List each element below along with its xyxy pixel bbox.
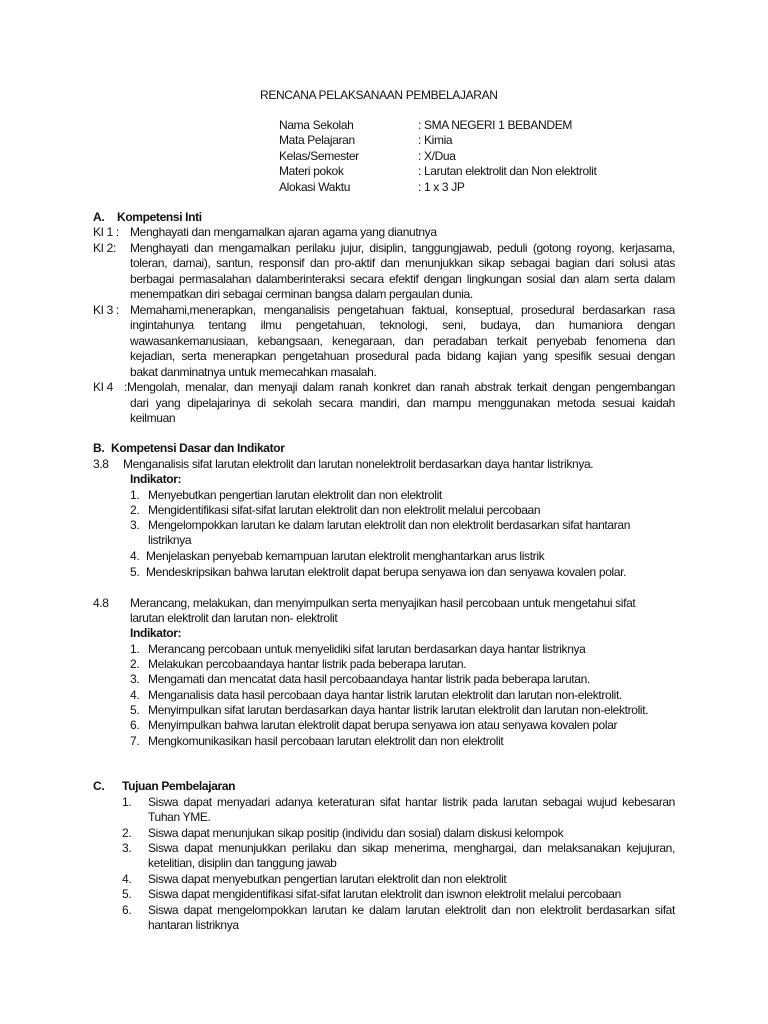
list-item-number: 2. <box>122 826 132 840</box>
list-item: Mengelompokkan larutan ke dalam larutan elektrolit dan non elektrolit berdasarkan sifat hantaran <box>148 518 631 532</box>
indikator-label: Indikator: <box>130 472 182 486</box>
identity-value: : X/Dua <box>418 149 456 163</box>
list-item: Mengamati dan mencatat data hasil percobaandaya hantar listrik pada beberapa larutan. <box>148 672 590 686</box>
identity-value: : Larutan elektrolit dan Non elektrolit <box>418 164 597 178</box>
ki-3-label: KI 3 : <box>93 303 119 317</box>
kd-3-8-text: Menganalisis sifat larutan elektrolit dan larutan nonelektrolit berdasarkan daya hantar listriknya. <box>123 457 594 471</box>
list-item: Melakukan percobaandaya hantar listrik pada beberapa larutan. <box>148 657 467 671</box>
list-item: Mengidentifikasi sifat-sifat larutan elektrolit dan non elektrolit melalui percobaan <box>148 503 541 517</box>
identity-label: Mata Pelajaran <box>279 133 355 147</box>
list-item-number: 2. <box>130 657 140 671</box>
ki-3-line: kejadian, serta menerapkan pengetahuan prosedural pada bidang kajian yang spesifik sesuai dengan <box>130 349 675 363</box>
list-item: Menjelaskan penyebab kemampuan larutan elektrolit menghantarkan arus listrik <box>146 549 545 563</box>
ki-3-line: bakat danminatnya untuk memecahkan masalah. <box>130 365 377 379</box>
kd-3-8-number: 3.8 <box>93 457 109 471</box>
list-item: Menganalisis data hasil percobaan daya hantar listrik larutan elektrolit dan larutan non-elektrolit. <box>148 688 622 702</box>
ki-2-line: Menghayati dan mengamalkan perilaku jujur, disiplin, tanggungjawab, peduli (gotong royong, kerjasama, <box>130 241 675 255</box>
kd-4-8-line: Merancang, melakukan, dan menyimpulkan serta menyajikan hasil percobaan untuk mengetahui sifat <box>130 596 636 610</box>
ki-2-line: menempatkan diri sebagai cerminan bangsa dalam pergaulan dunia. <box>130 287 473 301</box>
list-item: Merancang percobaan untuk menyelidiki sifat larutan berdasarkan daya hantar listriknya <box>148 642 586 656</box>
list-item: Mengkomunikasikan hasil percobaan larutan elektrolit dan non elektrolit <box>148 734 504 748</box>
list-item-number: 1. <box>130 642 140 656</box>
list-item-number: 3. <box>122 841 132 855</box>
list-item-continuation: Tuhan YME. <box>148 810 211 824</box>
list-item-number: 4. <box>122 872 132 886</box>
list-item-number: 5. <box>130 703 140 717</box>
identity-label: Nama Sekolah <box>279 118 354 132</box>
ki-2-label: KI 2: <box>93 241 116 255</box>
ki-4-line: :Mengolah, menalar, dan menyaji dalam ranah konkret dan ranah abstrak terkait dengan pengembangan <box>124 380 675 394</box>
list-item: Menyimpulkan sifat larutan berdasarkan daya hantar listrik larutan elektrolit dan larutan non-elektrolit. <box>148 703 649 717</box>
ki-1-text: Menghayati dan mengamalkan ajaran agama yang dianutnya <box>130 225 437 239</box>
identity-value: : Kimia <box>418 133 453 147</box>
list-item: Siswa dapat menunjukan sikap positip (individu dan sosial) dalam diskusi kelompok <box>148 826 564 840</box>
identity-label: Kelas/Semester <box>279 149 359 163</box>
section-a-heading: Kompetensi Inti <box>117 210 202 224</box>
list-item: Siswa dapat menyebutkan pengertian larutan elektrolit dan non elektrolit <box>148 872 507 886</box>
section-c-heading: Tujuan Pembelajaran <box>122 779 236 793</box>
ki-2-line: toleran, damai), santun, responsif dan pro-aktif dan menunjukkan sikap sebagai bagian dari solusi atas <box>130 256 675 270</box>
ki-4-label: KI 4 <box>93 380 113 394</box>
list-item-number: 5. <box>130 565 140 579</box>
ki-3-line: wawasankemanusiaan, kebangsaan, kenegaraan, dan peradaban terkait penyebab fenomena dan <box>130 334 675 348</box>
ki-2-line: berbagai permasalahan dalamberinteraksi secara efektif dengan lingkungan sosial dan alam serta dalam <box>130 272 675 286</box>
ki-4-line: dari yang dipelajarinya di sekolah secara mandiri, dan mampu menggunakan metoda sesuai kaidah <box>130 396 675 410</box>
ki-3-line: Memahami,menerapkan, menganalisis pengetahuan faktual, konseptual, prosedural berdasarkan rasa <box>130 303 675 317</box>
list-item-number: 7. <box>130 734 140 748</box>
ki-3-line: ingintahunya tentang ilmu pengetahuan, teknologi, seni, budaya, dan humaniora dengan <box>130 318 675 332</box>
kd-4-8-line: larutan elektrolit dan larutan non- elektrolit <box>130 611 338 625</box>
list-item-number: 3. <box>130 672 140 686</box>
list-item-number: 5. <box>122 887 132 901</box>
identity-value: : 1 x 3 JP <box>418 180 465 194</box>
kd-4-8-number: 4.8 <box>93 596 109 610</box>
section-b-heading: Kompetensi Dasar dan Indikator <box>111 441 285 455</box>
list-item: Menyebutkan pengertian larutan elektrolit dan non elektrolit <box>148 488 442 502</box>
list-item-number: 2. <box>130 503 140 517</box>
section-a-number: A. <box>93 210 105 224</box>
list-item-number: 4. <box>130 549 140 563</box>
document-title: RENCANA PELAKSANAAN PEMBELAJARAN <box>260 88 498 102</box>
list-item-number: 4. <box>130 688 140 702</box>
list-item: Menyimpulkan bahwa larutan elektrolit dapat berupa senyawa ion atau senyawa kovalen polar <box>148 718 618 732</box>
list-item: Mendeskripsikan bahwa larutan elektrolit dapat berupa senyawa ion dan senyawa kovalen polar. <box>146 565 627 579</box>
list-item: Siswa dapat mengelompokkan larutan ke dalam larutan elektrolit dan non elektrolit berdasarkan sifat <box>148 903 675 917</box>
ki-1-label: KI 1 : <box>93 225 119 239</box>
section-b-number: B. <box>93 441 105 455</box>
identity-label: Alokasi Waktu <box>279 180 351 194</box>
list-item-number: 6. <box>122 903 132 917</box>
list-item-continuation: listriknya <box>148 533 192 547</box>
section-c-number: C. <box>93 779 105 793</box>
list-item-number: 3. <box>130 518 140 532</box>
identity-label: Materi pokok <box>279 164 344 178</box>
list-item: Siswa dapat menunjukkan perilaku dan sikap menerima, menghargai, dan melaksanakan kejujuran, <box>148 841 675 855</box>
list-item-number: 1. <box>130 488 140 502</box>
list-item-continuation: ketelitian, disiplin dan tanggung jawab <box>148 856 337 870</box>
list-item-number: 1. <box>122 795 132 809</box>
list-item-continuation: hantaran listriknya <box>148 918 239 932</box>
identity-value: : SMA NEGERI 1 BEBANDEM <box>418 118 572 132</box>
list-item-number: 6. <box>130 718 140 732</box>
indikator-label: Indikator: <box>130 626 182 640</box>
list-item: Siswa dapat mengidentifikasi sifat-sifat larutan elektrolit dan iswnon elektrolit melalui percobaan <box>148 887 621 901</box>
ki-4-line: keilmuan <box>130 411 176 425</box>
list-item: Siswa dapat menyadari adanya keteraturan sifat hantar listrik pada larutan sebagai wujud kebesaran <box>148 795 675 809</box>
